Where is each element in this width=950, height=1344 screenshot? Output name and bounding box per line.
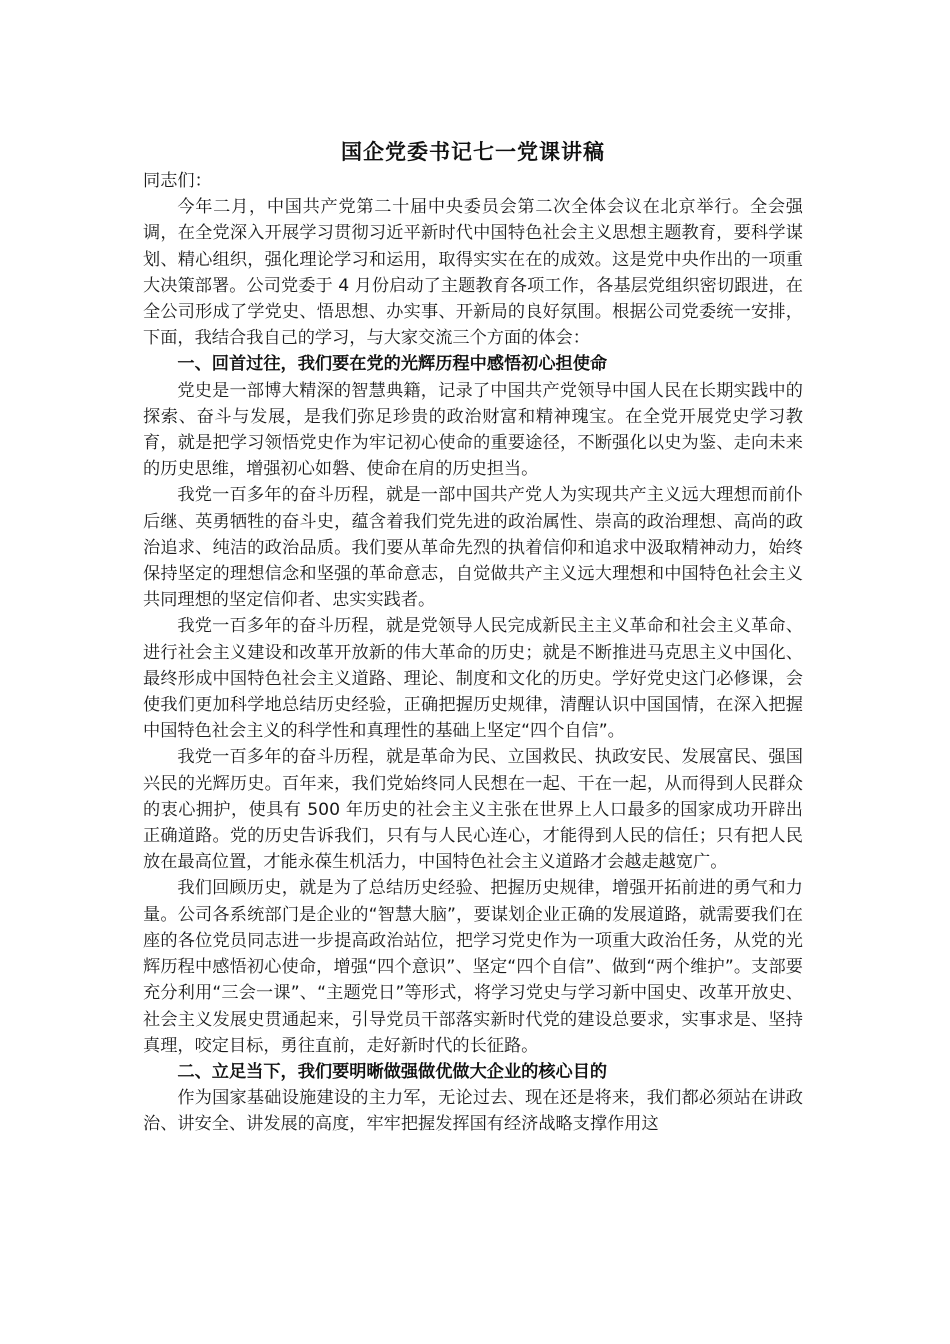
document-title: 国企党委书记七一党课讲稿 <box>341 140 605 164</box>
paragraph: 党史是一部博大精深的智慧典籍，记录了中国共产党领导中国人民在长期实践中的探索、奋斗与发展，是我们弥足珍贵的政治财富和精神瑰宝。在全党开展党史学习教育，就是把学习领悟党史作为牢记初心使命的重要途径，不断强化以史为鉴、走向未来的历史思维，增强初心如磐、使命在肩的历史担当。 <box>143 380 803 480</box>
salutation: 同志们： <box>143 171 212 191</box>
section-heading-1: 一、回首过往，我们要在党的光辉历程中感悟初心担使命 <box>177 354 608 375</box>
paragraph: 作为国家基础设施建设的主力军，无论过去、现在还是将来，我们都必须站在讲政治、讲安全、讲发展的高度，牢牢把握发挥国有经济战略支撑作用这 <box>143 1088 803 1135</box>
paragraph: 我们回顾历史，就是为了总结历史经验、把握历史规律，增强开拓前进的勇气和力量。公司各系统部门是企业的“智慧大脑”，要谋划企业正确的发展道路，就需要我们在座的各位党员同志进一步提高政治站位，把学习党史作为一项重大政治任务，从党的光辉历程中感悟初心使命，增强“四个意识”、坚定“四个自信”、做到“两个维护”。支部要充分利用“三会一课”、“主题党日”等形式，将学习党史与学习新中国史、改革开放史、社会主义发展史贯通起来，引导党员干部落实新时代党的建设总要求，实事求是、坚持真理，咬定目标，勇往直前，走好新时代的长征路。 <box>143 878 803 1056</box>
paragraph: 我党一百多年的奋斗历程，就是党领导人民完成新民主主义革命和社会主义革命、进行社会主义建设和改革开放新的伟大革命的历史；就是不断推进马克思主义中国化、最终形成中国特色社会主义道路、理论、制度和文化的历史。学好党史这门必修课，会使我们更加科学地总结历史经验，正确把握历史规律，清醒认识中国国情，在深入把握中国特色社会主义的科学性和真理性的基础上坚定“四个自信”。 <box>143 616 803 742</box>
intro-paragraph: 今年二月，中国共产党第二十届中央委员会第二次全体会议在北京举行。全会强调，在全党深入开展学习贯彻习近平新时代中国特色社会主义思想主题教育，要科学谋划、精心组织，强化理论学习和运用，取得实实在在的成效。这是党中央作出的一项重大决策部署。公司党委于 4 月份启动了主题教育各项工作，各基层党组织密切跟进，在全公司形成了学党史、悟思想、办实事、开新局的良好氛围。根据公司党委统一安排，下面，我结合我自己的学习，与大家交流三个方面的体会： <box>143 197 803 349</box>
paragraph: 我党一百多年的奋斗历程，就是革命为民、立国救民、执政安民、发展富民、强国兴民的光辉历史。百年来，我们党始终同人民想在一起、干在一起，从而得到人民群众的衷心拥护，使具有 500 年历史的社会主义主张在世界上人口最多的国家成功开辟出正确道路。党的历史告诉我们，只有与人民心连心，才能得到人民的信任；只有把人民放在最高位置，才能永葆生机活力，中国特色社会主义道路才会越走越宽广。 <box>143 747 803 873</box>
section-heading-2: 二、立足当下，我们要明晰做强做优做大企业的核心目的 <box>177 1061 608 1082</box>
document-page <box>143 136 803 1138</box>
paragraph: 我党一百多年的奋斗历程，就是一部中国共产党人为实现共产主义远大理想而前仆后继、英勇牺牲的奋斗史，蕴含着我们党先进的政治属性、崇高的政治理想、高尚的政治追求、纯洁的政治品质。我们要从革命先烈的执着信仰和追求中汲取精神动力，始终保持坚定的理想信念和坚强的革命意志，自觉做共产主义远大理想和中国特色社会主义共同理想的坚定信仰者、忠实实践者。 <box>143 485 803 611</box>
